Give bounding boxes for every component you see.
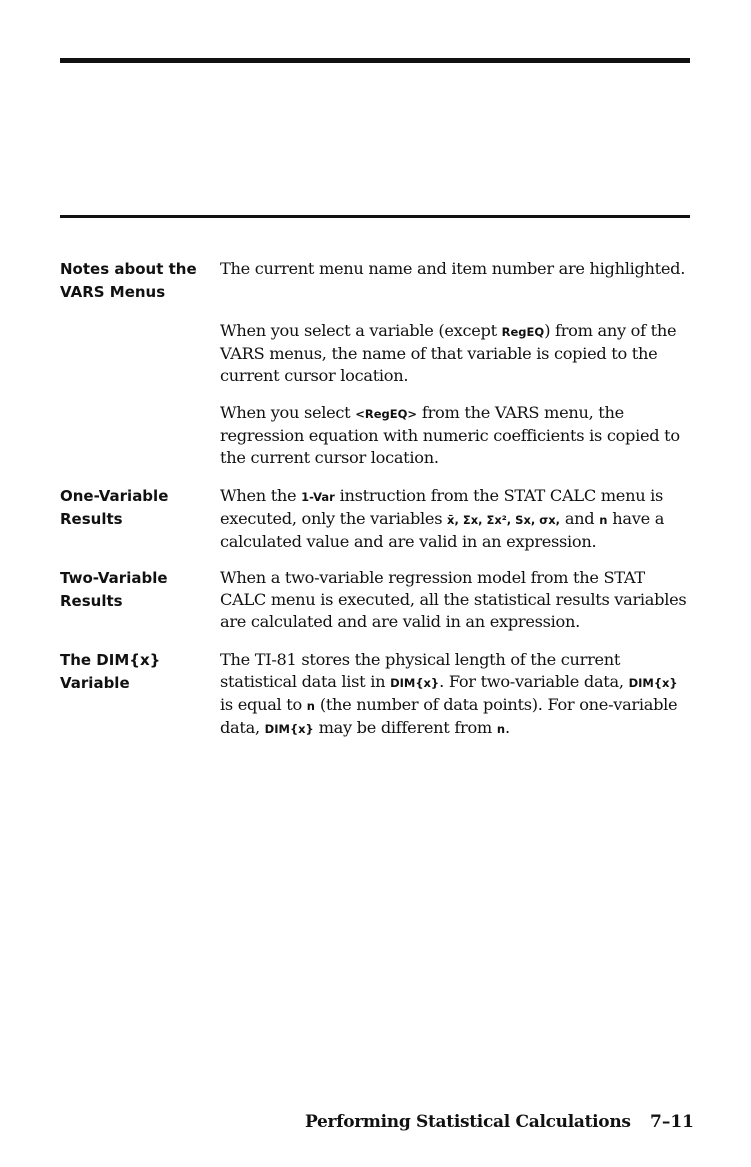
text-run: When you select a variable (except	[220, 321, 502, 340]
calc-token: DIM{x}	[628, 676, 678, 690]
footer-chapter-title: Performing Statistical Calculations	[305, 1112, 631, 1132]
text-run: from the VARS menu, the regression equation with numeric coefficients is copied to the current cursor location.	[220, 403, 680, 467]
text-run: and	[559, 509, 600, 528]
text-run: The TI-81 stores the physical length of the current statistical data list in	[220, 650, 621, 691]
calc-token: <RegEQ>	[355, 407, 418, 421]
label-line: The DIM{x}	[60, 651, 161, 669]
calc-token: n	[599, 513, 608, 527]
label-line: Results	[60, 592, 123, 610]
section-label-two-variable	[60, 567, 205, 613]
paragraph-highlighted: The current menu name and item number are highlighted.	[220, 259, 686, 278]
label-line: Results	[60, 510, 123, 528]
text-run: When you select	[220, 403, 356, 422]
text-run: instruction from the STAT CALC menu is executed, only the variables	[220, 486, 664, 528]
footer-page-number: 7–11	[650, 1112, 694, 1132]
label-line: Variable	[60, 674, 130, 692]
text-run: When the	[220, 486, 302, 505]
calc-token: 1-Var	[301, 490, 335, 504]
paragraph-one-variable	[220, 485, 695, 553]
calc-token: x̄, Σx, Σx², Sx, σx,	[447, 513, 560, 527]
section-label-vars-menus	[60, 258, 205, 304]
text-run: (the number of data points). For one-variable data,	[220, 695, 678, 737]
section-label-one-variable	[60, 485, 205, 531]
text-run: ) from any of the VARS menus, the name of that variable is copied to the current cursor location.	[220, 321, 677, 385]
section-label-dim-variable	[60, 649, 205, 695]
text-run: is equal to	[220, 695, 307, 714]
text-run: may be different from	[313, 718, 497, 737]
top-rule	[60, 58, 690, 63]
label-line: Notes about the	[60, 260, 197, 278]
paragraph-dim-variable	[220, 649, 695, 740]
label-line: Two-Variable	[60, 569, 168, 587]
label-line: VARS Menus	[60, 283, 166, 301]
paragraph-two-variable: When a two-variable regression model from the STAT CALC menu is executed, all the statistical results variables are calculated and are valid in an expression.	[220, 568, 687, 631]
calc-token: DIM{x}	[390, 676, 440, 690]
section-rule	[60, 215, 690, 218]
text-run: have a calculated value and are valid in an expression.	[220, 509, 665, 551]
text-run: .	[505, 718, 510, 737]
calc-token: n	[306, 699, 315, 713]
calc-token: RegEQ	[501, 325, 545, 339]
calc-token: n	[496, 722, 506, 736]
text-run: . For two-variable data,	[439, 672, 629, 691]
paragraph-select-regeq	[220, 402, 695, 469]
label-line: One-Variable	[60, 487, 169, 505]
paragraph-select-variable	[220, 320, 695, 387]
calc-token: DIM{x}	[264, 722, 314, 736]
